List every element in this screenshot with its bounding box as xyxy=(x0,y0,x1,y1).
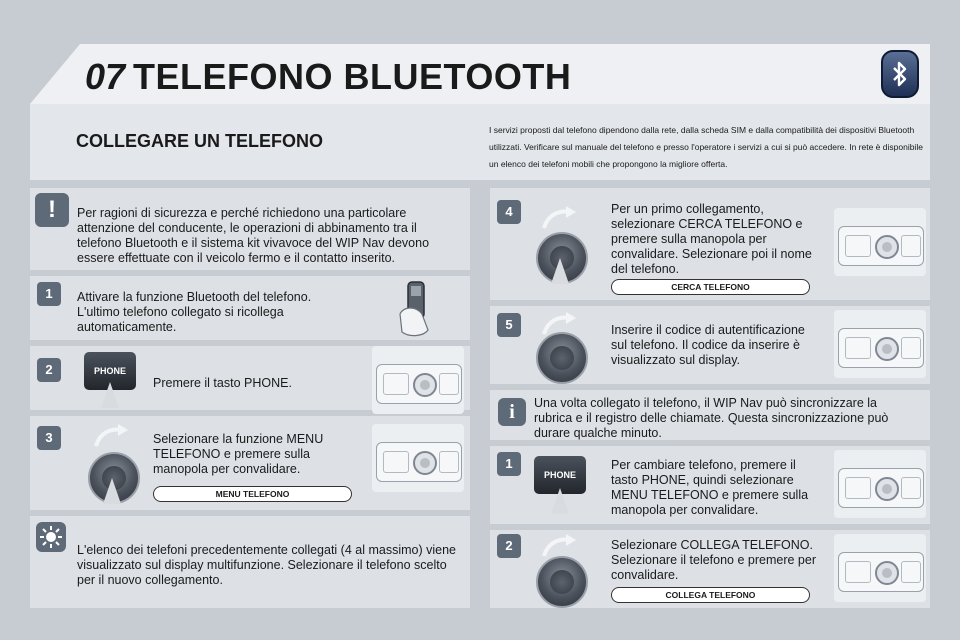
page-title: TELEFONO BLUETOOTH xyxy=(133,56,572,97)
exclamation-icon: ! xyxy=(35,193,69,227)
change-step-1-text: Per cambiare telefono, premere il tasto PHONE, quindi selezionare MENU TELEFONO e premere sulla manopola per convalidare. xyxy=(611,458,809,517)
step-badge: 5 xyxy=(497,313,521,337)
info-text: Una volta collegato il telefono, il WIP Nav può sincronizzare la rubrica e il registro delle chiamate. Questa sincronizzazione può durare qualche minuto. xyxy=(534,396,889,440)
rotate-arrow-icon xyxy=(92,422,132,450)
services-note: I servizi proposti dal telefono dipendono dalla rete, dalla scheda SIM e dalla compatibilità dei dispositivi Bluetooth utilizzati. Verificare sul manuale del telefono e presso l'operatore i servizi a cui si può accedere. In rete è disponibile un elenco dei telefoni mobili che propongono la migliore offerta. xyxy=(489,125,923,169)
menu-telefono-label: MENU TELEFONO xyxy=(153,486,352,502)
header-fold xyxy=(30,44,80,104)
step-badge: 4 xyxy=(497,200,521,224)
arrow-up-icon xyxy=(101,382,119,408)
step-badge: 3 xyxy=(37,426,61,450)
change-step-2-text: Selezionare COLLEGA TELEFONO. Selezionare il telefono e premere per convalidare. xyxy=(611,538,816,582)
control-knob xyxy=(536,556,588,608)
radio-unit-image xyxy=(372,346,464,414)
cerca-telefono-label: CERCA TELEFONO xyxy=(611,279,810,295)
sun-icon xyxy=(36,522,66,552)
arrow-up-icon xyxy=(551,488,569,514)
radio-unit-image xyxy=(834,534,926,602)
rotate-arrow-icon xyxy=(540,204,580,232)
arrow-up-icon xyxy=(103,478,121,504)
radio-unit-image xyxy=(834,310,926,378)
chapter-number: 07 xyxy=(85,56,126,97)
phone-key: PHONE xyxy=(534,456,586,494)
warning-text: Per ragioni di sicurezza e perché richiedono una particolare attenzione del conducente, le operazioni di abbinamento tra il telefono Bluetooth e il sistema kit vivavoce del WIP Nav devono essere effettuate con il veicolo fermo e il contatto inserito. xyxy=(77,206,430,265)
step-5-text: Inserire il codice di autentificazione sul telefono. Il codice da inserire è visualizzato sul display. xyxy=(611,323,805,367)
step-badge: 2 xyxy=(37,358,61,382)
phone-key: PHONE xyxy=(84,352,136,390)
arrow-up-icon xyxy=(551,258,569,284)
bluetooth-icon xyxy=(881,50,919,98)
step-1-text: Attivare la funzione Bluetooth del telefono. L'ultimo telefono collegato si ricollega automaticamente. xyxy=(77,290,312,334)
control-knob xyxy=(536,332,588,384)
radio-unit-image xyxy=(372,424,464,492)
radio-unit-image xyxy=(834,208,926,276)
mobile-phone-icon xyxy=(388,280,444,340)
collega-telefono-label: COLLEGA TELEFONO xyxy=(611,587,810,603)
step-4-text: Per un primo collegamento, selezionare CERCA TELEFONO e premere sulla manopola per convalidare. Selezionare poi il nome del telefono. xyxy=(611,202,812,276)
tip-text: L'elenco dei telefoni precedentemente collegati (4 al massimo) viene visualizzato sul display multifunzione. Selezionare il telefono scelto per il nuovo collegamento. xyxy=(77,543,456,587)
radio-unit-image xyxy=(834,450,926,518)
info-icon: i xyxy=(498,398,526,426)
step-badge: 2 xyxy=(497,534,521,558)
step-2-text: Premere il tasto PHONE. xyxy=(153,376,292,390)
step-badge: 1 xyxy=(37,282,61,306)
step-3-text: Selezionare la funzione MENU TELEFONO e premere sulla manopola per convalidare. xyxy=(153,432,324,476)
step-badge: 1 xyxy=(497,452,521,476)
section-title: COLLEGARE UN TELEFONO xyxy=(76,131,323,151)
